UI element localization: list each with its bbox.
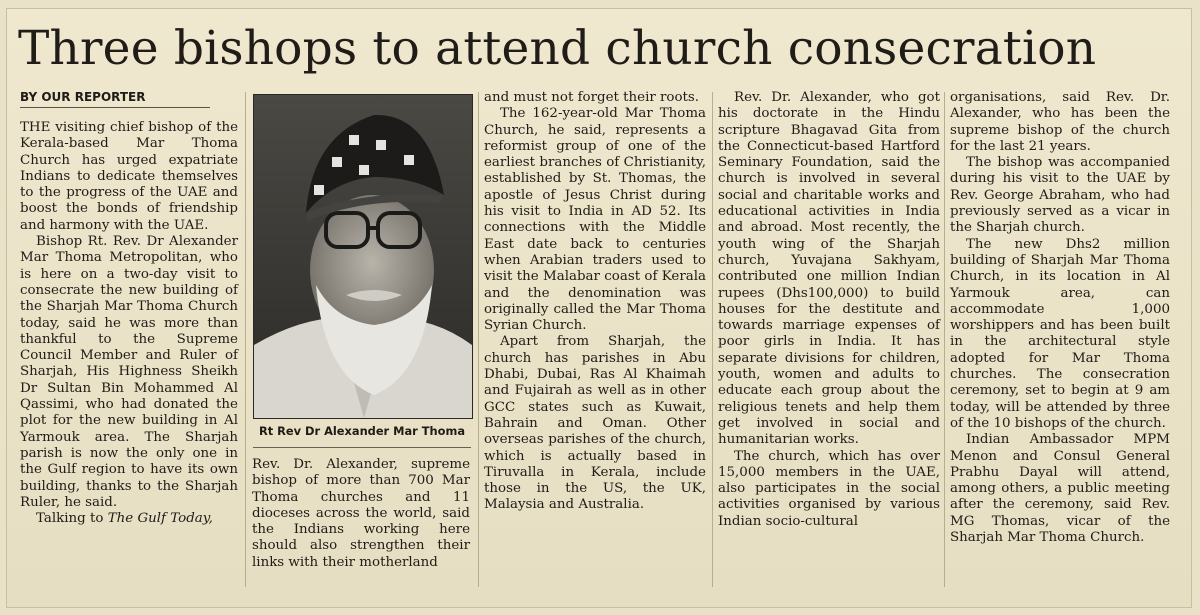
article-column-2	[252, 457, 470, 571]
bishop-portrait-photo	[253, 94, 473, 419]
article-column-4	[718, 90, 940, 530]
article-column-1	[20, 120, 238, 527]
paragraph: organisations, said Rev. Dr. Alexander, who has been the supreme bishop of the church for the last 21 years.	[950, 90, 1170, 154]
paragraph: The new Dhs2 million building of Sharjah Mar Thoma Church, in its location in Al Yarmouk area, can accommodate 1,000 worshippers and has been built in the architectural style adopted for Mar Thoma churches. The consecration ceremony, set to begin at 9 am today, will be attended by three of the 10 bishops of the church.	[950, 236, 1170, 431]
column-divider	[478, 92, 479, 587]
column-divider	[245, 92, 246, 587]
paragraph: Rev. Dr. Alexander, supreme bishop of more than 700 Mar Thoma churches and 11 dioceses across the world, said the Indians working here should also strengthen their links with their motherland	[252, 457, 470, 570]
portrait-illustration	[254, 95, 472, 418]
paragraph: Apart from Sharjah, the church has parishes in Abu Dhabi, Dubai, Ras Al Khaimah and Fujairah as well as in other GCC states such as Kuwait, Bahrain and Oman. Other overseas parishes of the church, which is actually based in Tiruvalla in Kerala, include those in the US, the UK, Malaysia and Australia.	[484, 334, 706, 513]
headline: Three bishops to attend church consecration	[18, 21, 1097, 76]
paragraph: The bishop was accompanied during his visit to the UAE by Rev. George Abraham, who had previously served as a vicar in the Sharjah church.	[950, 155, 1170, 236]
paragraph: The church, which has over 15,000 members in the UAE, also participates in the social activities organised by various Indian socio-cultural	[718, 448, 940, 529]
publication-name: The Gulf Today,	[107, 511, 213, 527]
paragraph	[20, 511, 238, 527]
paragraph-prefix: Talking to	[36, 511, 108, 527]
paragraph: THE visiting chief bishop of the Kerala-based Mar Thoma Church has urged expatriate Indians to dedicate themselves to the progress of the UAE and boost the bonds of friendship and harmony with the UAE.	[20, 120, 238, 233]
caption-rule	[253, 447, 471, 448]
article-column-3	[484, 90, 706, 514]
byline: BY OUR REPORTER	[20, 90, 210, 108]
article-column-5	[950, 90, 1170, 546]
paragraph: Bishop Rt. Rev. Dr Alexander Mar Thoma Metropolitan, who is here on a two-day visit to consecrate the new building of the Sharjah Mar Thoma Church today, said he was more than thankful to the Supreme Council Member and Ruler of Sharjah, His Highness Sheikh Dr Sultan Bin Mohammed Al Qassimi, who had donated the plot for the new building in Al Yarmouk area. The Sharjah parish is now the only one in the Gulf region to have its own building, thanks to the Sharjah Ruler, he said.	[20, 234, 238, 510]
column-divider	[712, 92, 713, 587]
paragraph: The 162-year-old Mar Thoma Church, he said, represents a reformist group of one of the earliest branches of Christianity, established by St. Thomas, the apostle of Jesus Christ during his visit to India in AD 52. Its connections with the Middle East date back to centuries when Arabian traders used to visit the Malabar coast of Kerala and the denomination was originally called the Mar Thoma Syrian Church.	[484, 106, 706, 334]
paragraph: Rev. Dr. Alexander, who got his doctorate in the Hindu scripture Bhagavad Gita from the Connecticut-based Hartford Seminary Foundation, said the church is involved in several social and charitable works and educational activities in India and abroad. Most recently, the youth wing of the Sharjah church, Yuvajana Sakhyam, contributed one million Indian rupees (Dhs100,000) to build houses for the destitute and towards marriage expenses of poor girls in India. It has separate divisions for children, youth, women and adults to educate each group about the religious tenets and help them get involved in social and humanitarian works.	[718, 90, 940, 448]
column-divider	[944, 92, 945, 587]
photo-caption: Rt Rev Dr Alexander Mar Thoma	[258, 424, 466, 438]
paragraph: and must not forget their roots.	[484, 90, 700, 105]
paragraph: Indian Ambassador MPM Menon and Consul General Prabhu Dayal will attend, among others, a public meeting after the ceremony, said Rev. MG Thomas, vicar of the Sharjah Mar Thoma Church.	[950, 432, 1170, 546]
